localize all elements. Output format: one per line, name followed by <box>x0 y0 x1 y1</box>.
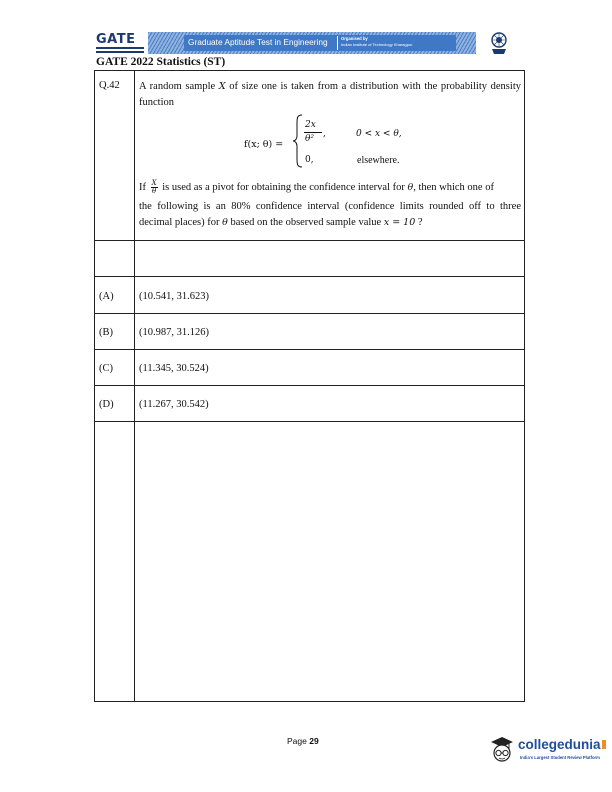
row-divider <box>94 240 525 241</box>
pivot-fraction <box>151 180 158 195</box>
pdf-case1-comma: , <box>323 129 326 139</box>
fraction-bar <box>304 132 322 133</box>
collegedunia-mascot-icon <box>488 734 516 764</box>
option-c-value: (11.345, 30.524) <box>139 363 209 374</box>
collegedunia-brand <box>518 737 606 752</box>
question-number: Q.42 <box>99 80 120 91</box>
gate-logo <box>96 32 146 56</box>
pivot-if: If <box>139 181 149 193</box>
organised-by-label: Organised by <box>341 36 368 41</box>
pdf-case2-value: 0, <box>305 155 314 165</box>
page-number <box>287 736 319 746</box>
theta-symbol: θ <box>407 181 414 193</box>
page-prefix: Page <box>287 736 310 746</box>
question-body-text: ? <box>415 217 423 228</box>
pivot-text: , then which one of <box>413 181 494 193</box>
theta-symbol: θ <box>222 217 228 228</box>
question-intro <box>139 79 521 111</box>
gate-logo-text: GATE <box>96 32 136 47</box>
brand-dot <box>602 740 606 749</box>
logo-bar <box>96 51 144 53</box>
option-a-label: (A) <box>99 291 114 302</box>
pdf-case1-condition: 0 < x < θ, <box>356 129 402 139</box>
pdf-case1-numerator: 2x <box>305 120 316 130</box>
option-c-label: (C) <box>99 363 113 374</box>
organiser-name: Indian Institute of Technology Kharagpur <box>341 42 413 47</box>
banner-title: Graduate Aptitude Test in Engineering <box>188 37 328 47</box>
option-d-value: (11.267, 30.542) <box>139 399 209 410</box>
brand-tagline: India's Largest Student Review Platform <box>520 755 600 760</box>
question-body <box>139 199 521 231</box>
row-divider <box>94 276 525 277</box>
row-divider <box>94 421 525 422</box>
pivot-sentence <box>139 180 521 195</box>
question-intro-text: of size one is taken from a distribution with the probability density function <box>139 81 521 108</box>
question-body-text: based on the observed sample value <box>227 217 384 228</box>
pivot-text: is used as a pivot for obtaining the confidence interval for <box>159 181 408 193</box>
pdf-lhs: f(x; θ) = <box>244 139 284 150</box>
variable-x: X <box>218 81 226 92</box>
row-divider <box>94 385 525 386</box>
pivot-numerator: X <box>151 179 157 187</box>
banner-separator <box>337 36 338 50</box>
column-divider <box>134 70 135 702</box>
page-number-value: 29 <box>309 736 319 746</box>
pdf-case2-condition: elsewhere. <box>357 155 400 166</box>
option-a-value: (10.541, 31.623) <box>139 291 209 302</box>
observed-value: x = 10 <box>383 217 416 228</box>
option-b-label: (B) <box>99 327 113 338</box>
question-body-text: the following is an 80% confidence interval (confidence limits rounded off to three decimal places) for <box>139 201 521 228</box>
option-b-value: (10.987, 31.126) <box>139 327 209 338</box>
question-intro-text: A random sample <box>139 81 219 92</box>
pivot-denominator: θ <box>152 187 157 195</box>
option-d-label: (D) <box>99 399 114 410</box>
subject-line: GATE 2022 Statistics (ST) <box>96 56 226 68</box>
brand-text: collegedunia <box>518 737 601 752</box>
row-divider <box>94 313 525 314</box>
left-brace-icon <box>292 114 304 168</box>
iit-emblem-icon <box>488 31 510 55</box>
pdf-case1-denominator: θ² <box>305 134 315 144</box>
row-divider <box>94 349 525 350</box>
logo-bar <box>96 47 144 49</box>
